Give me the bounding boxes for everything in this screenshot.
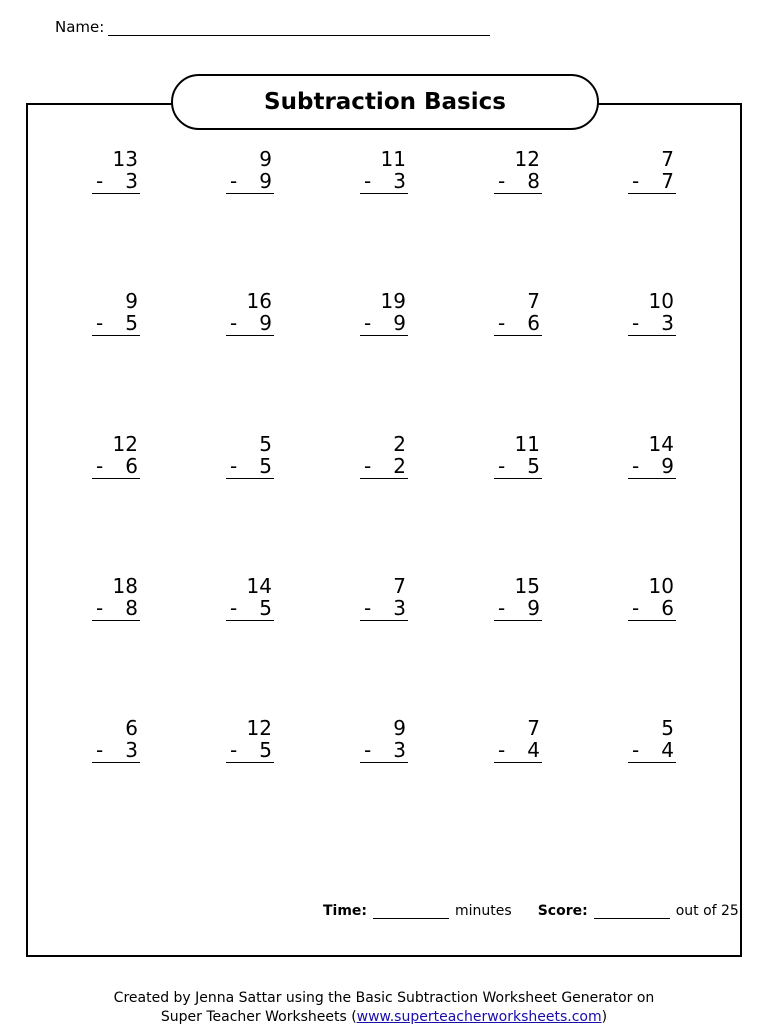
minus-sign: - bbox=[498, 169, 506, 193]
minus-sign: - bbox=[96, 738, 104, 762]
minus-sign: - bbox=[632, 596, 640, 620]
minus-sign: - bbox=[498, 311, 506, 335]
subtrahend-line bbox=[226, 739, 274, 763]
subtrahend: 9 bbox=[527, 596, 540, 620]
credit-line-1: Created by Jenna Sattar using the Basic Subtraction Worksheet Generator on bbox=[113, 990, 655, 1006]
subtrahend-line bbox=[226, 312, 274, 336]
minuend: 7 bbox=[393, 574, 406, 598]
subtraction-problem bbox=[360, 433, 408, 479]
subtrahend-line bbox=[494, 739, 542, 763]
subtrahend: 7 bbox=[661, 169, 674, 193]
minuend: 7 bbox=[527, 716, 540, 740]
subtrahend: 9 bbox=[259, 169, 272, 193]
time-blank[interactable] bbox=[373, 906, 449, 919]
subtrahend: 3 bbox=[393, 596, 406, 620]
subtrahend-line bbox=[628, 455, 676, 479]
subtrahend-line bbox=[360, 312, 408, 336]
minuend: 5 bbox=[259, 432, 272, 456]
subtrahend: 6 bbox=[661, 596, 674, 620]
subtrahend-line bbox=[226, 170, 274, 194]
subtraction-problem bbox=[226, 290, 274, 336]
minus-sign: - bbox=[364, 596, 372, 620]
subtraction-problem bbox=[92, 717, 140, 763]
subtrahend: 5 bbox=[259, 596, 272, 620]
subtrahend: 3 bbox=[125, 169, 138, 193]
subtrahend-line bbox=[226, 455, 274, 479]
minuend: 19 bbox=[380, 289, 406, 313]
minus-sign: - bbox=[230, 596, 238, 620]
subtrahend: 5 bbox=[125, 311, 138, 335]
subtrahend-line bbox=[92, 597, 140, 621]
minus-sign: - bbox=[364, 738, 372, 762]
minuend: 10 bbox=[648, 574, 674, 598]
minus-sign: - bbox=[632, 738, 640, 762]
subtrahend: 3 bbox=[393, 169, 406, 193]
subtrahend: 4 bbox=[527, 738, 540, 762]
subtraction-problem bbox=[360, 290, 408, 336]
credit-footer bbox=[0, 989, 768, 1027]
subtrahend: 6 bbox=[527, 311, 540, 335]
minuend: 12 bbox=[246, 716, 272, 740]
subtraction-problem bbox=[628, 717, 676, 763]
subtraction-problem bbox=[226, 575, 274, 621]
name-field bbox=[55, 18, 490, 36]
subtrahend: 5 bbox=[527, 454, 540, 478]
subtrahend: 8 bbox=[527, 169, 540, 193]
time-label: Time: bbox=[323, 903, 368, 919]
subtraction-problem bbox=[92, 148, 140, 194]
minuend: 10 bbox=[648, 289, 674, 313]
minus-sign: - bbox=[230, 454, 238, 478]
minuend: 12 bbox=[112, 432, 138, 456]
subtrahend-line bbox=[494, 170, 542, 194]
subtrahend-line bbox=[494, 312, 542, 336]
subtrahend-line bbox=[92, 312, 140, 336]
minuend: 6 bbox=[125, 716, 138, 740]
subtraction-problem bbox=[226, 717, 274, 763]
minuend: 7 bbox=[661, 147, 674, 171]
minus-sign: - bbox=[96, 596, 104, 620]
minuend: 16 bbox=[246, 289, 272, 313]
subtraction-problem bbox=[494, 433, 542, 479]
subtrahend-line bbox=[628, 170, 676, 194]
minus-sign: - bbox=[364, 311, 372, 335]
subtraction-problem bbox=[226, 148, 274, 194]
minuend: 2 bbox=[393, 432, 406, 456]
minus-sign: - bbox=[498, 454, 506, 478]
time-score-bar bbox=[323, 903, 739, 919]
minuend: 14 bbox=[648, 432, 674, 456]
minus-sign: - bbox=[230, 738, 238, 762]
subtrahend: 2 bbox=[393, 454, 406, 478]
credit-prefix: Super Teacher Worksheets ( bbox=[160, 1009, 357, 1025]
name-label: Name: bbox=[55, 18, 105, 36]
minus-sign: - bbox=[632, 311, 640, 335]
subtrahend-line bbox=[92, 739, 140, 763]
subtrahend-line bbox=[360, 597, 408, 621]
minuend: 9 bbox=[125, 289, 138, 313]
time-unit: minutes bbox=[455, 903, 512, 919]
subtrahend-line bbox=[92, 455, 140, 479]
title-banner bbox=[171, 74, 599, 130]
subtrahend-line bbox=[92, 170, 140, 194]
subtrahend: 9 bbox=[661, 454, 674, 478]
subtraction-problem bbox=[628, 433, 676, 479]
minus-sign: - bbox=[498, 596, 506, 620]
worksheet-frame bbox=[26, 103, 742, 957]
subtraction-problem bbox=[360, 717, 408, 763]
minus-sign: - bbox=[96, 311, 104, 335]
subtrahend-line bbox=[360, 739, 408, 763]
subtrahend-line bbox=[226, 597, 274, 621]
subtrahend-line bbox=[360, 455, 408, 479]
score-blank[interactable] bbox=[594, 906, 670, 919]
subtrahend-line bbox=[628, 312, 676, 336]
subtraction-problem bbox=[494, 148, 542, 194]
minuend: 5 bbox=[661, 716, 674, 740]
score-label: Score: bbox=[537, 903, 588, 919]
subtrahend: 6 bbox=[125, 454, 138, 478]
worksheet-title: Subtraction Basics bbox=[264, 89, 506, 115]
minuend: 13 bbox=[112, 147, 138, 171]
minus-sign: - bbox=[632, 454, 640, 478]
minuend: 18 bbox=[112, 574, 138, 598]
credit-suffix: ) bbox=[601, 1009, 608, 1025]
subtrahend: 3 bbox=[661, 311, 674, 335]
subtraction-problem bbox=[494, 290, 542, 336]
minus-sign: - bbox=[364, 454, 372, 478]
subtrahend-line bbox=[360, 170, 408, 194]
subtrahend: 9 bbox=[259, 311, 272, 335]
score-suffix: out of 25 bbox=[675, 903, 739, 919]
subtraction-problem bbox=[92, 290, 140, 336]
minuend: 11 bbox=[514, 432, 540, 456]
name-blank-line[interactable] bbox=[108, 20, 490, 36]
minuend: 9 bbox=[393, 716, 406, 740]
minus-sign: - bbox=[498, 738, 506, 762]
minuend: 7 bbox=[527, 289, 540, 313]
minus-sign: - bbox=[96, 454, 104, 478]
minuend: 11 bbox=[380, 147, 406, 171]
subtrahend-line bbox=[494, 455, 542, 479]
subtrahend: 3 bbox=[125, 738, 138, 762]
minuend: 15 bbox=[514, 574, 540, 598]
subtraction-problem bbox=[494, 575, 542, 621]
minuend: 9 bbox=[259, 147, 272, 171]
minus-sign: - bbox=[230, 311, 238, 335]
subtraction-problem bbox=[360, 148, 408, 194]
minus-sign: - bbox=[632, 169, 640, 193]
subtrahend: 4 bbox=[661, 738, 674, 762]
credit-line-2 bbox=[0, 1008, 768, 1027]
subtraction-problem bbox=[494, 717, 542, 763]
minuend: 14 bbox=[246, 574, 272, 598]
subtrahend: 3 bbox=[393, 738, 406, 762]
minus-sign: - bbox=[364, 169, 372, 193]
subtrahend-line bbox=[494, 597, 542, 621]
minus-sign: - bbox=[230, 169, 238, 193]
subtrahend-line bbox=[628, 597, 676, 621]
subtraction-problem bbox=[628, 290, 676, 336]
subtraction-problem bbox=[360, 575, 408, 621]
subtraction-problem bbox=[92, 433, 140, 479]
minus-sign: - bbox=[96, 169, 104, 193]
subtrahend: 5 bbox=[259, 738, 272, 762]
subtraction-problem bbox=[92, 575, 140, 621]
subtraction-problem bbox=[628, 575, 676, 621]
minuend: 12 bbox=[514, 147, 540, 171]
subtrahend: 5 bbox=[259, 454, 272, 478]
subtraction-problem bbox=[628, 148, 676, 194]
subtrahend: 8 bbox=[125, 596, 138, 620]
subtrahend-line bbox=[628, 739, 676, 763]
credit-link[interactable]: www.superteacherworksheets.com bbox=[356, 1009, 602, 1025]
subtraction-problem bbox=[226, 433, 274, 479]
subtrahend: 9 bbox=[393, 311, 406, 335]
